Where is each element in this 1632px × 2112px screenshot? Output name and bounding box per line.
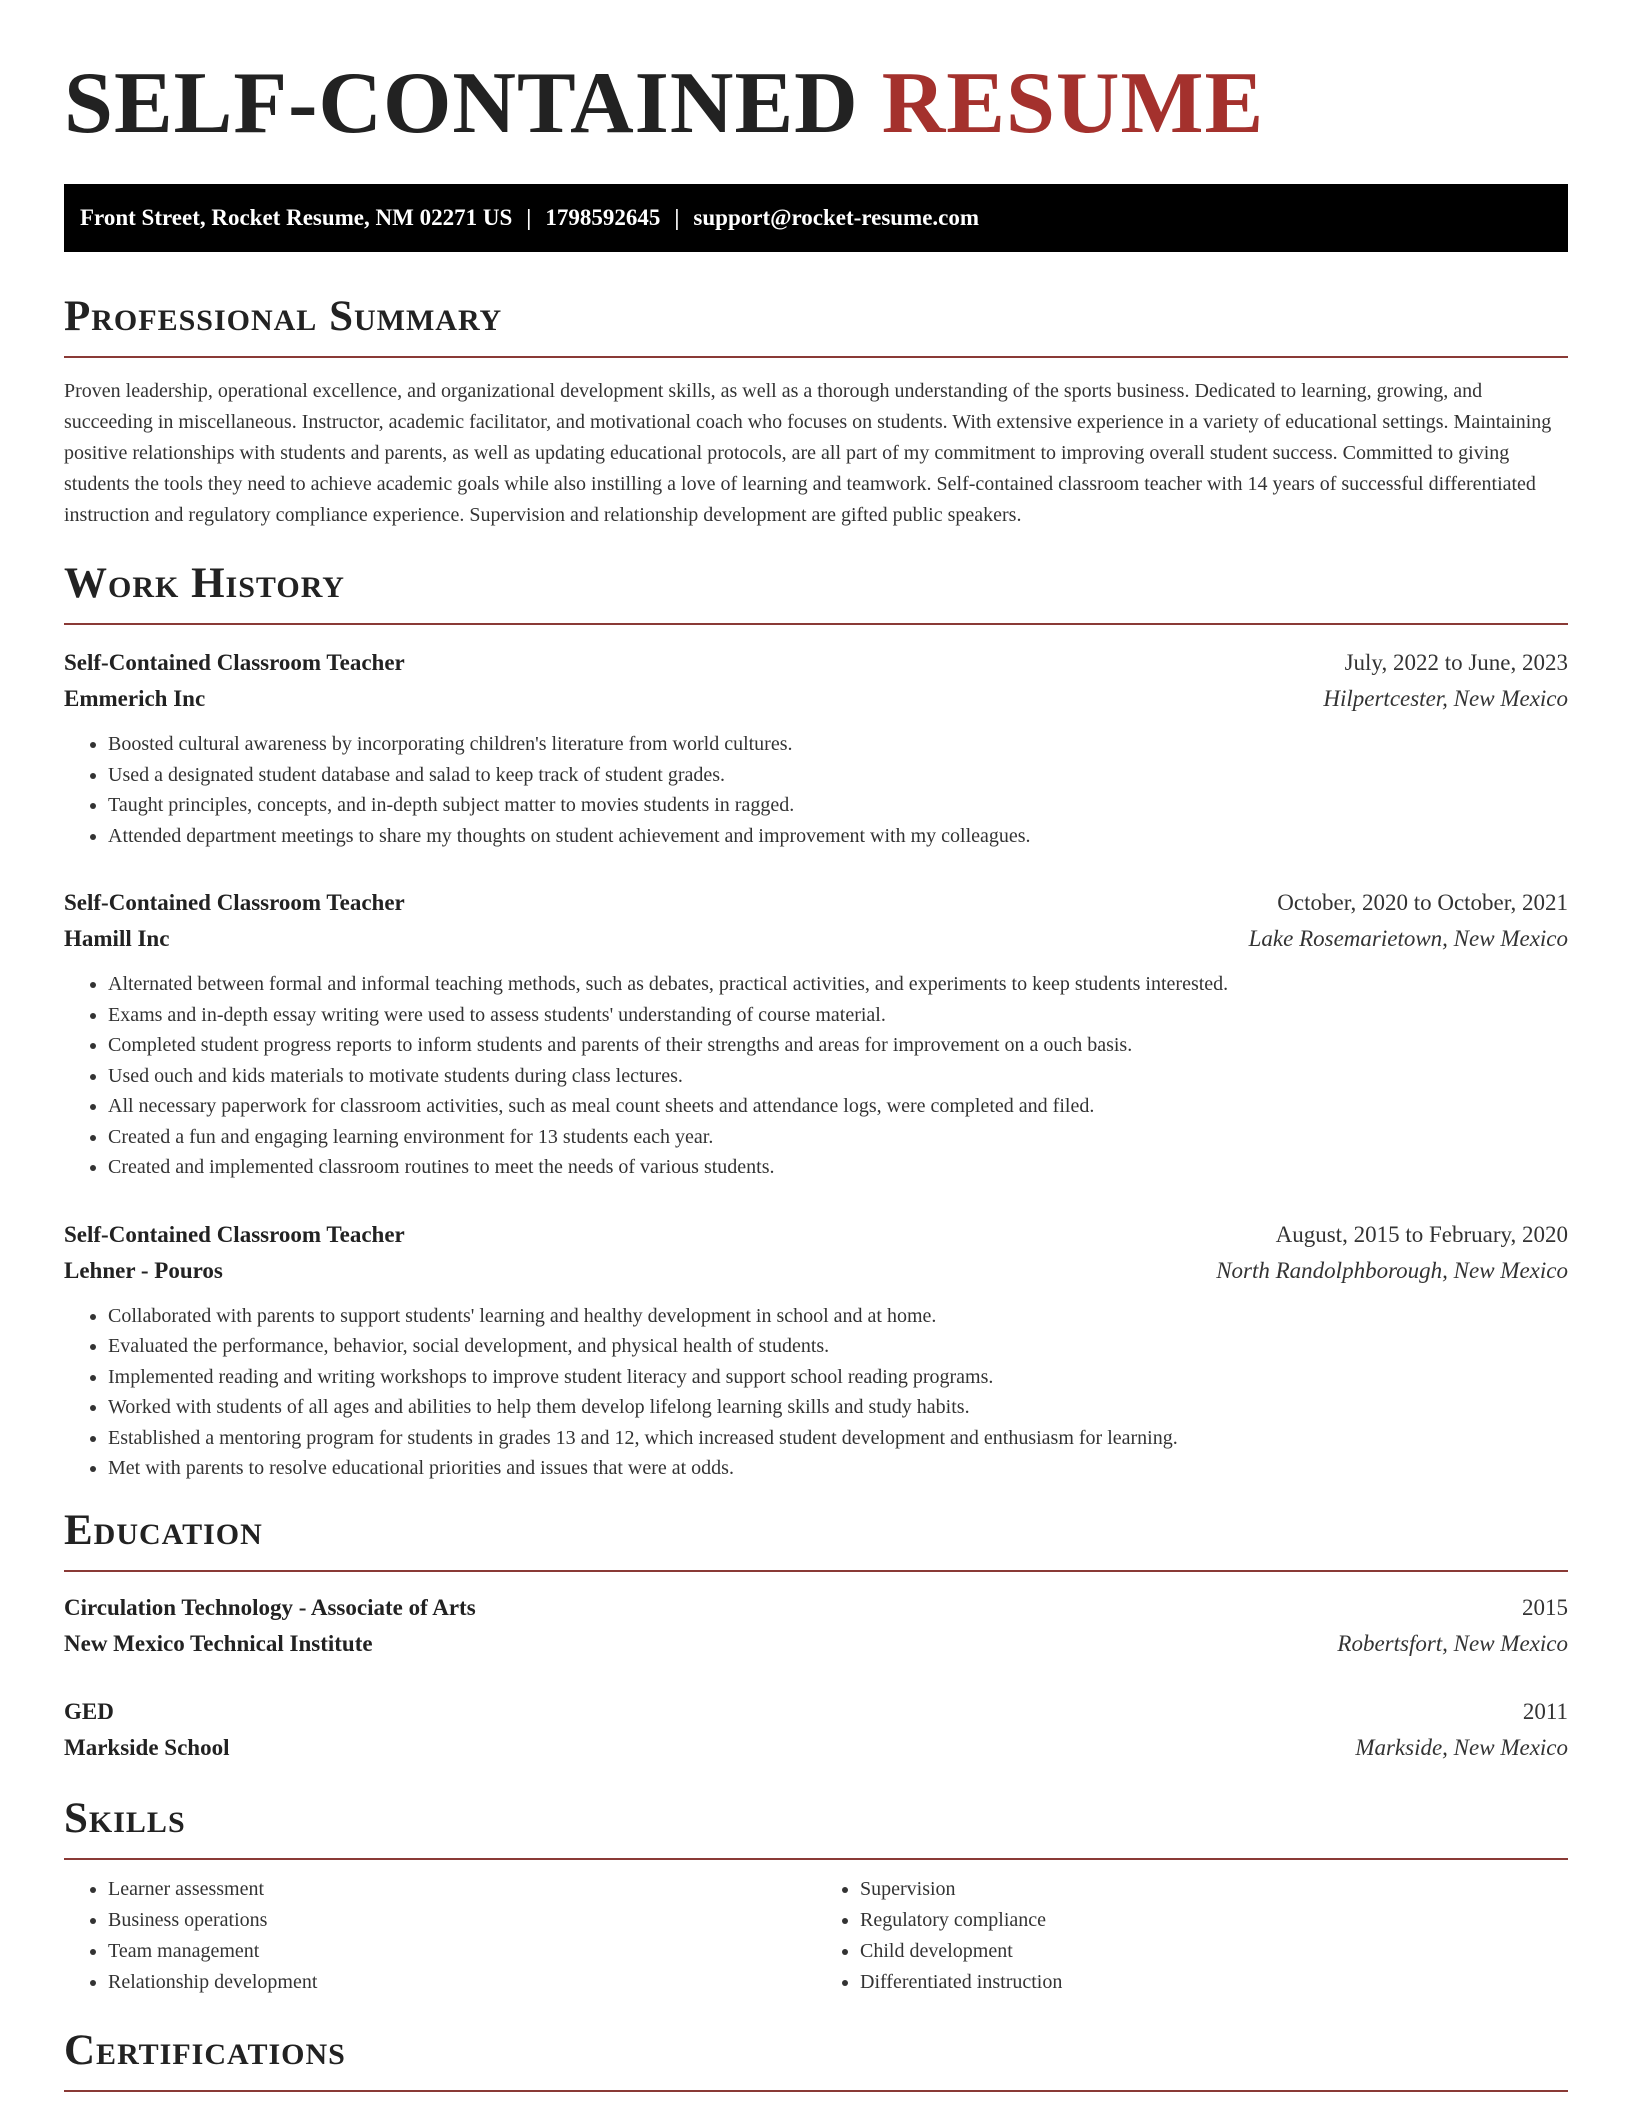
job-location: Hilpertcester, New Mexico <box>1323 686 1568 711</box>
skill-item: • Relationship development <box>108 1967 816 1998</box>
education-entry <box>64 1694 1568 1766</box>
skills-grid <box>64 1874 1568 1998</box>
job-header-row <box>64 885 1568 921</box>
job-bullets <box>64 1301 1568 1484</box>
summary-section <box>64 292 1568 531</box>
section-title-skills: Skills <box>64 1794 186 1842</box>
skills-column-left <box>64 1874 816 1998</box>
job-bullet: • Evaluated the performance, behavior, social development, and physical health of students. <box>108 1331 1568 1362</box>
job-bullet: • Established a mentoring program for students in grades 13 and 12, which increased student development and enthusiasm for learning. <box>108 1423 1568 1454</box>
job-bullet: • Collaborated with parents to support students' learning and healthy development in school and at home. <box>108 1301 1568 1332</box>
name-main: SELF-CONTAINED <box>64 55 859 152</box>
job-bullet: • Used a designated student database and salad to keep track of student grades. <box>108 760 1568 791</box>
job-bullets <box>64 969 1568 1183</box>
job-bullet: • Alternated between formal and informal teaching methods, such as debates, practical activities, and experiments to keep students interested. <box>108 969 1568 1000</box>
job-company: Lehner - Pouros <box>64 1257 223 1283</box>
section-title-education: Education <box>64 1506 263 1554</box>
contact-separator: | <box>526 205 532 230</box>
summary-text: Proven leadership, operational excellence, and organizational development skills, as well as a thorough understanding of the sports business. Dedicated to learning, growing, and succeeding in miscellaneous. Instructor, academic facilitator, and motivational coach who focuses on students. With extensive experience in a variety of educational settings. Maintaining positive relationships with students and parents, as well as updating educational protocols, are all part of my commitment to improving overall student success. Committed to giving students the tools they need to achieve academic goals while also instilling a love of learning and teamwork. Self-contained classroom teacher with 14 years of successful differentiated instruction and regulatory compliance experience. Supervision and relationship development are gifted public speakers. <box>64 380 1552 526</box>
section-divider <box>64 1858 1568 1860</box>
resume-page <box>64 0 1568 2092</box>
section-divider <box>64 2090 1568 2092</box>
job-bullet: • Used ouch and kids materials to motivate students during class lectures. <box>108 1061 1568 1092</box>
job-company: Hamill Inc <box>64 926 170 951</box>
job-role: Self-Contained Classroom Teacher <box>64 1221 405 1247</box>
education-degree: Circulation Technology - Associate of Arts <box>64 1594 476 1620</box>
job-role: Self-Contained Classroom Teacher <box>64 650 405 675</box>
education-entry <box>64 1590 1568 1662</box>
section-divider <box>64 356 1568 358</box>
skills-column-right <box>816 1874 1568 1998</box>
job-bullet: • Created and implemented classroom routines to meet the needs of various students. <box>108 1152 1568 1183</box>
job-company: Emmerich Inc <box>64 686 206 711</box>
job-bullet: • Boosted cultural awareness by incorporating children's literature from world cultures. <box>108 729 1568 760</box>
job-location: North Randolphborough, New Mexico <box>1216 1257 1568 1283</box>
skill-item: • Learner assessment <box>108 1874 816 1905</box>
contact-email[interactable]: support@rocket-resume.com <box>693 205 980 230</box>
education-year: 2011 <box>1522 1698 1568 1724</box>
education-school: New Mexico Technical Institute <box>64 1630 373 1656</box>
job-company-row <box>64 1253 1568 1289</box>
education-degree: GED <box>64 1698 114 1724</box>
contact-bar <box>64 184 1568 252</box>
job-bullet: • Created a fun and engaging learning environment for 13 students each year. <box>108 1122 1568 1153</box>
job-bullets <box>64 729 1568 851</box>
job-company-row <box>64 921 1568 957</box>
skill-item: • Child development <box>860 1936 1568 1967</box>
work-history-section <box>64 559 1568 1484</box>
job-header-row <box>64 1217 1568 1253</box>
job-location: Lake Rosemarietown, New Mexico <box>1248 926 1568 951</box>
education-section <box>64 1506 1568 1766</box>
job-dates: October, 2020 to October, 2021 <box>1277 890 1568 915</box>
job-role: Self-Contained Classroom Teacher <box>64 890 405 915</box>
job-bullet: • Completed student progress reports to inform students and parents of their strengths and areas for improvement on a ouch basis. <box>108 1030 1568 1061</box>
job-company-row <box>64 681 1568 717</box>
section-title-certifications: Certifications <box>64 2026 346 2074</box>
contact-separator: | <box>674 205 680 230</box>
name-accent: RESUME <box>881 55 1265 152</box>
skill-item: • Differentiated instruction <box>860 1967 1568 1998</box>
job-bullet: • Taught principles, concepts, and in-depth subject matter to movies students in ragged. <box>108 790 1568 821</box>
education-location: Markside, New Mexico <box>1355 1734 1568 1760</box>
job-bullet: • Met with parents to resolve educational priorities and issues that were at odds. <box>108 1453 1568 1484</box>
resume-name <box>64 52 1568 156</box>
job-header-row <box>64 645 1568 681</box>
contact-address: Front Street, Rocket Resume, NM 02271 US <box>80 205 513 230</box>
section-title-work-history: Work History <box>64 560 345 607</box>
certifications-section <box>64 2026 1568 2092</box>
section-title-summary: Professional Summary <box>64 293 503 340</box>
education-header-row <box>64 1590 1568 1626</box>
skill-item: • Business operations <box>108 1905 816 1936</box>
education-school-row <box>64 1626 1568 1662</box>
job-dates: August, 2015 to February, 2020 <box>1275 1221 1568 1247</box>
section-divider <box>64 1570 1568 1572</box>
contact-phone[interactable]: 1798592645 <box>545 205 661 230</box>
education-school: Markside School <box>64 1734 230 1760</box>
skill-item: • Team management <box>108 1936 816 1967</box>
job-bullet: • Implemented reading and writing workshops to improve student literacy and support school reading programs. <box>108 1362 1568 1393</box>
education-header-row <box>64 1694 1568 1730</box>
education-year: 2015 <box>1522 1594 1568 1620</box>
job-bullet: • All necessary paperwork for classroom activities, such as meal count sheets and attendance logs, were completed and filed. <box>108 1091 1568 1122</box>
job-entry <box>64 645 1568 851</box>
job-bullet: • Worked with students of all ages and abilities to help them develop lifelong learning skills and study habits. <box>108 1392 1568 1423</box>
job-entry <box>64 885 1568 1183</box>
section-divider <box>64 623 1568 625</box>
skills-section <box>64 1794 1568 1998</box>
skill-item: • Supervision <box>860 1874 1568 1905</box>
education-school-row <box>64 1730 1568 1766</box>
education-location: Robertsfort, New Mexico <box>1337 1630 1568 1656</box>
job-bullet: • Exams and in-depth essay writing were used to assess students' understanding of course material. <box>108 1000 1568 1031</box>
job-entry <box>64 1217 1568 1484</box>
job-bullet: • Attended department meetings to share my thoughts on student achievement and improvement with my colleagues. <box>108 821 1568 852</box>
job-dates: July, 2022 to June, 2023 <box>1344 650 1568 675</box>
skill-item: • Regulatory compliance <box>860 1905 1568 1936</box>
